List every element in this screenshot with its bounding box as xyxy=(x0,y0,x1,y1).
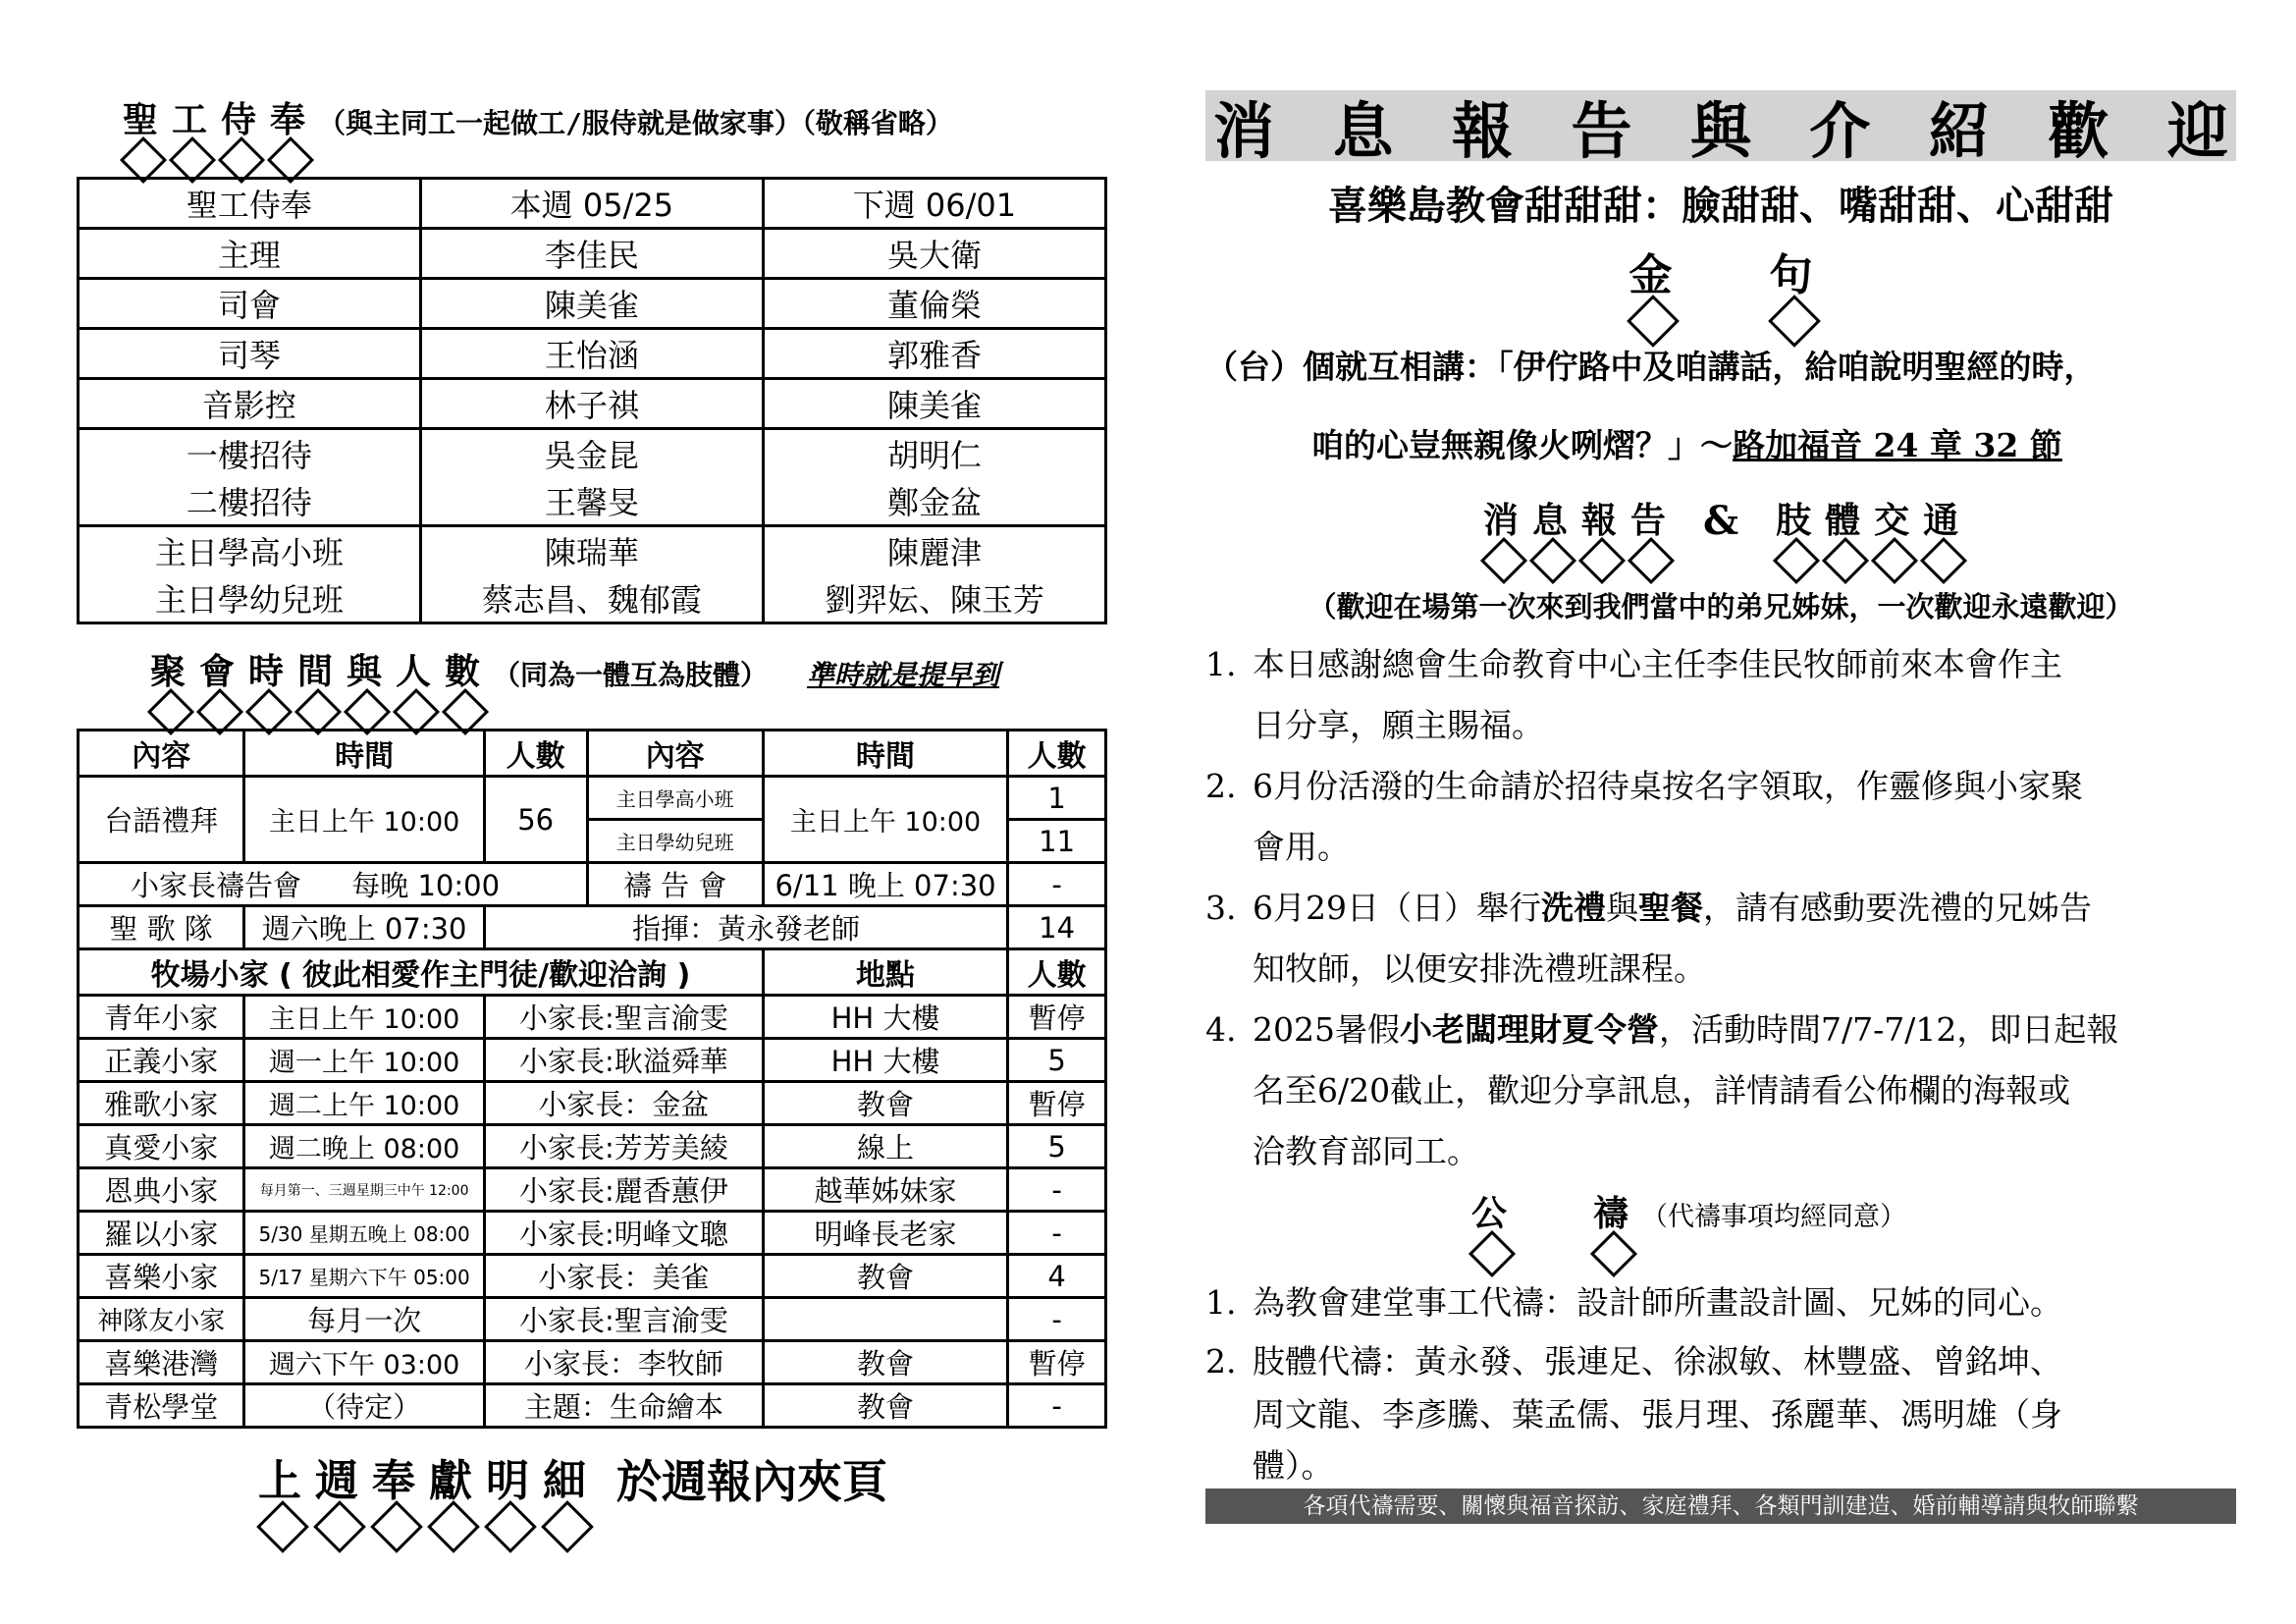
group-count: - xyxy=(1008,1384,1106,1428)
title-char: 聚 xyxy=(143,648,192,697)
banner-char: 告 xyxy=(1571,94,1632,167)
meeting-name: 主日學高小班 xyxy=(587,777,763,820)
role-cell: 主理 xyxy=(79,229,421,279)
table-row xyxy=(79,906,1106,949)
meeting-count: 1 xyxy=(1008,777,1106,820)
table-row xyxy=(79,1384,1106,1428)
table-header: 下週 06/01 xyxy=(763,179,1105,229)
table-header-row xyxy=(79,731,1106,777)
table-row xyxy=(79,996,1106,1039)
meeting-title xyxy=(143,648,999,697)
prayer-meeting-cell xyxy=(79,863,588,906)
title-char: 告 xyxy=(1624,497,1673,546)
title-char: 明 xyxy=(479,1453,536,1510)
group-name: 青年小家 xyxy=(79,996,244,1039)
title-char: 獻 xyxy=(422,1453,479,1510)
group-name: 喜樂小家 xyxy=(79,1255,244,1298)
prayer-text: 肢體代禱：黃永發、張連足、徐淑敏、林豐盛、曾銘坤、 xyxy=(1253,1342,2062,1380)
title-char: 人 xyxy=(389,648,438,697)
next-week-cell: 郭雅香 xyxy=(763,329,1105,379)
verse-text: 咱的心豈無親像火咧熠？」～ xyxy=(1311,426,1733,464)
meeting-name: 主日學幼兒班 xyxy=(587,820,763,863)
group-count: - xyxy=(1008,1168,1106,1212)
role-cell: 司會 xyxy=(79,279,421,329)
group-leader: 小家長:麗香蕙伊 xyxy=(484,1168,763,1212)
group-name: 神隊友小家 xyxy=(79,1298,244,1341)
group-count: 4 xyxy=(1008,1255,1106,1298)
meeting-name: 禱 告 會 xyxy=(587,863,763,906)
table-row xyxy=(79,429,1106,478)
group-time: 週一上午 10:00 xyxy=(244,1039,484,1082)
group-time: 5/30 星期五晚上 08:00 xyxy=(244,1212,484,1255)
title-char: 工 xyxy=(165,96,214,145)
table-row xyxy=(79,863,1106,906)
this-week-cell: 林子祺 xyxy=(420,379,763,429)
group-leader: 小家長:芳芳美綾 xyxy=(484,1125,763,1168)
table-header: 時間 xyxy=(763,731,1007,777)
table-header: 本週 05/25 xyxy=(420,179,763,229)
group-leader: 主題：生命繪本 xyxy=(484,1384,763,1428)
choir-director: 指揮：黃永發老師 xyxy=(484,906,1007,949)
title-char: 公 xyxy=(1465,1190,1514,1239)
table-row xyxy=(79,1168,1106,1212)
group-name: 正義小家 xyxy=(79,1039,244,1082)
table-header: 內容 xyxy=(587,731,763,777)
prayer-number: 2. xyxy=(1205,1342,1237,1380)
role-cell: 主日學幼兒班 xyxy=(79,574,421,623)
this-week-cell: 王馨旻 xyxy=(420,477,763,526)
title-char: 體 xyxy=(1818,497,1867,546)
meeting-time: 每晚 10:00 xyxy=(351,869,501,902)
table-header: 人數 xyxy=(1008,949,1106,996)
title-char: 侍 xyxy=(214,96,263,145)
table-row xyxy=(79,574,1106,623)
table-row xyxy=(79,1341,1106,1384)
news-text: 本日感謝總會生命教育中心主任李佳民牧師前來本會作主 xyxy=(1253,645,2062,683)
table-row xyxy=(79,526,1106,575)
table-header: 內容 xyxy=(79,731,244,777)
meeting-name: 台語禮拜 xyxy=(79,777,244,863)
title-char: 數 xyxy=(438,648,487,697)
banner-char: 紹 xyxy=(1928,94,1990,167)
title-char: 報 xyxy=(1575,497,1624,546)
group-place xyxy=(763,1298,1007,1341)
table-row xyxy=(79,1125,1106,1168)
table-row xyxy=(79,777,1106,820)
group-time: 每月第一、三週星期三中午 12:00 xyxy=(244,1168,484,1212)
group-leader: 小家長：金盆 xyxy=(484,1082,763,1125)
news-number: 4. xyxy=(1205,1010,1237,1049)
ampersand: & xyxy=(1702,498,1739,544)
title-char: 時 xyxy=(241,648,291,697)
title-char: 通 xyxy=(1916,497,1965,546)
table-row xyxy=(79,1212,1106,1255)
news-text: 6月份活潑的生命請於招待桌按名字領取，作靈修與小家聚 xyxy=(1253,767,2083,805)
table-row xyxy=(79,1255,1106,1298)
title-char: 句 xyxy=(1763,247,1820,304)
group-count: 5 xyxy=(1008,1125,1106,1168)
group-place: 教會 xyxy=(763,1341,1007,1384)
verse-title xyxy=(1205,247,2236,304)
banner-char: 迎 xyxy=(2166,94,2228,167)
welcome-note: （歡迎在場第一次來到我們當中的弟兄姊妹，一次歡迎永遠歡迎） xyxy=(1308,590,2134,623)
this-week-cell: 蔡志昌、魏郁霞 xyxy=(420,574,763,623)
table-row xyxy=(79,477,1106,526)
title-char: 與 xyxy=(340,648,389,697)
meeting-table xyxy=(77,729,1107,1429)
group-leader: 小家長:聖言渝雯 xyxy=(484,1298,763,1341)
offering-note xyxy=(251,1453,887,1510)
prayer-subtitle: （代禱事項均經同意） xyxy=(1641,1202,1906,1232)
title-char: 上 xyxy=(251,1453,308,1510)
church-slogan: 喜樂島教會甜甜甜：臉甜甜、嘴甜甜、心甜甜 xyxy=(1328,184,2113,229)
verse-line-2 xyxy=(1311,420,2062,466)
this-week-cell: 吳金昆 xyxy=(420,429,763,478)
group-name: 真愛小家 xyxy=(79,1125,244,1168)
title-char: 間 xyxy=(291,648,340,697)
group-count: - xyxy=(1008,1298,1106,1341)
footer-contact: 各項代禱需要、關懷與福音探訪、家庭禮拜、各類門訓建造、婚前輔導請與牧師聯繫 xyxy=(1205,1489,2236,1524)
role-cell: 一樓招待 xyxy=(79,429,421,478)
group-leader: 小家長：美雀 xyxy=(484,1255,763,1298)
title-char: 金 xyxy=(1622,247,1679,304)
group-leader: 小家長:耿溢舜華 xyxy=(484,1039,763,1082)
group-name: 青松學堂 xyxy=(79,1384,244,1428)
group-place: HH 大樓 xyxy=(763,996,1007,1039)
prayer-title xyxy=(1465,1190,1906,1239)
title-char: 息 xyxy=(1525,497,1575,546)
news-title xyxy=(1205,497,2236,546)
group-count: 暫停 xyxy=(1008,1082,1106,1125)
table-header: 人數 xyxy=(1008,731,1106,777)
meeting-time: 週六晚上 07:30 xyxy=(244,906,484,949)
title-char: 奉 xyxy=(263,96,312,145)
news-text: 2025暑假小老闆理財夏令營，活動時間7/7-7/12，即日起報 xyxy=(1253,1010,2119,1049)
banner-char: 消 xyxy=(1213,94,1275,167)
service-title xyxy=(116,96,953,145)
news-text: 名至6/20截止，歡迎分享訊息，詳情請看公佈欄的海報或 xyxy=(1253,1071,2071,1110)
group-time: 5/17 星期六下午 05:00 xyxy=(244,1255,484,1298)
table-header: 人數 xyxy=(484,731,587,777)
role-cell: 司琴 xyxy=(79,329,421,379)
news-text: 洽教育部同工。 xyxy=(1253,1132,1479,1170)
next-week-cell: 鄭金盆 xyxy=(763,477,1105,526)
group-count: 暫停 xyxy=(1008,996,1106,1039)
prayer-number: 1. xyxy=(1205,1283,1237,1322)
table-header: 地點 xyxy=(763,949,1007,996)
meeting-title-chars xyxy=(143,648,487,697)
group-place: HH 大樓 xyxy=(763,1039,1007,1082)
this-week-cell: 陳瑞華 xyxy=(420,526,763,575)
this-week-cell: 王怡涵 xyxy=(420,329,763,379)
verse-reference: 路加福音 24 章 32 節 xyxy=(1733,426,2062,464)
news-text: 會用。 xyxy=(1253,828,1350,866)
group-name: 恩典小家 xyxy=(79,1168,244,1212)
news-number: 2. xyxy=(1205,767,1237,805)
news-banner xyxy=(1205,90,2236,167)
next-week-cell: 董倫榮 xyxy=(763,279,1105,329)
table-header: 聖工侍奉 xyxy=(79,179,421,229)
title-char: 奉 xyxy=(365,1453,422,1510)
news-number: 1. xyxy=(1205,645,1237,683)
role-cell: 二樓招待 xyxy=(79,477,421,526)
next-week-cell: 胡明仁 xyxy=(763,429,1105,478)
prayer-text: 為教會建堂事工代禱：設計師所畫設計圖、兄姊的同心。 xyxy=(1253,1283,2062,1322)
table-row xyxy=(79,1039,1106,1082)
group-place: 教會 xyxy=(763,1255,1007,1298)
service-title-chars xyxy=(116,96,312,145)
meeting-time: 主日上午 10:00 xyxy=(244,777,484,863)
meeting-subtitle: （同為一體互為肢體） xyxy=(493,659,769,691)
prayer-text: 周文龍、李彥騰、葉孟儒、張月理、孫麗華、馮明雄（身 xyxy=(1253,1395,2062,1434)
group-place: 線上 xyxy=(763,1125,1007,1168)
this-week-cell: 陳美雀 xyxy=(420,279,763,329)
title-char: 肢 xyxy=(1769,497,1818,546)
table-row xyxy=(79,1082,1106,1125)
meeting-count: 14 xyxy=(1008,906,1106,949)
prayer-text: 體）。 xyxy=(1253,1446,1334,1485)
news-text: 日分享，願主賜福。 xyxy=(1253,706,1544,744)
verse-line-1: （台）個就互相講：「伊佇路中及咱講話，給咱說明聖經的時， xyxy=(1205,348,2097,386)
table-row xyxy=(79,1298,1106,1341)
group-name: 雅歌小家 xyxy=(79,1082,244,1125)
title-char: 禱 xyxy=(1586,1190,1635,1239)
role-cell: 音影控 xyxy=(79,379,421,429)
title-char: 會 xyxy=(192,648,241,697)
group-place: 明峰長老家 xyxy=(763,1212,1007,1255)
meeting-name: 聖 歌 隊 xyxy=(79,906,244,949)
group-time: 週六下午 03:00 xyxy=(244,1341,484,1384)
table-header-row xyxy=(79,949,1106,996)
group-time: 週二晚上 08:00 xyxy=(244,1125,484,1168)
next-week-cell: 劉羿妘、陳玉芳 xyxy=(763,574,1105,623)
group-time: 每月一次 xyxy=(244,1298,484,1341)
group-leader: 小家長:聖言渝雯 xyxy=(484,996,763,1039)
meeting-count: - xyxy=(1008,863,1106,906)
group-name: 羅以小家 xyxy=(79,1212,244,1255)
news-text: 6月29日（日）舉行洗禮與聖餐，請有感動要洗禮的兄姊告 xyxy=(1253,889,2092,927)
meeting-time: 6/11 晚上 07:30 xyxy=(763,863,1007,906)
banner-char: 介 xyxy=(1809,94,1871,167)
table-row xyxy=(79,279,1106,329)
group-place: 教會 xyxy=(763,1384,1007,1428)
next-week-cell: 陳美雀 xyxy=(763,379,1105,429)
group-count: 5 xyxy=(1008,1039,1106,1082)
group-leader: 小家長：李牧師 xyxy=(484,1341,763,1384)
title-char: 聖 xyxy=(116,96,165,145)
banner-char: 息 xyxy=(1332,94,1394,167)
news-number: 3. xyxy=(1205,889,1237,927)
group-leader: 小家長:明峰文聰 xyxy=(484,1212,763,1255)
title-char: 週 xyxy=(308,1453,365,1510)
banner-char: 報 xyxy=(1451,94,1513,167)
groups-header: 牧場小家 ( 彼此相愛作主門徒/歡迎洽詢 ) xyxy=(79,949,764,996)
group-place: 越華姊妹家 xyxy=(763,1168,1007,1212)
table-row xyxy=(79,329,1106,379)
this-week-cell: 李佳民 xyxy=(420,229,763,279)
next-week-cell: 吳大衛 xyxy=(763,229,1105,279)
group-count: 暫停 xyxy=(1008,1341,1106,1384)
next-week-cell: 陳麗津 xyxy=(763,526,1105,575)
meeting-time: 主日上午 10:00 xyxy=(763,777,1007,863)
title-char: 細 xyxy=(536,1453,593,1510)
offering-chars xyxy=(251,1453,593,1510)
offering-rest: 於週報內夾頁 xyxy=(616,1455,887,1508)
banner-char: 歡 xyxy=(2048,94,2109,167)
banner-char: 與 xyxy=(1689,94,1751,167)
title-char: 交 xyxy=(1867,497,1916,546)
meeting-name: 小家長禱告會 xyxy=(131,869,302,902)
table-header: 時間 xyxy=(244,731,484,777)
group-count: - xyxy=(1008,1212,1106,1255)
group-name: 喜樂港灣 xyxy=(79,1341,244,1384)
group-time: （待定） xyxy=(244,1384,484,1428)
group-time: 週二上午 10:00 xyxy=(244,1082,484,1125)
table-row xyxy=(79,379,1106,429)
role-cell: 主日學高小班 xyxy=(79,526,421,575)
meeting-count: 11 xyxy=(1008,820,1106,863)
table-row xyxy=(79,229,1106,279)
motto: 準時就是提早到 xyxy=(807,659,1000,691)
service-subtitle: （與主同工一起做工/服侍就是做家事）（敬稱省略） xyxy=(318,107,953,139)
news-text: 知牧師，以便安排洗禮班課程。 xyxy=(1253,949,1706,988)
meeting-count: 56 xyxy=(484,777,587,863)
group-place: 教會 xyxy=(763,1082,1007,1125)
title-char: 消 xyxy=(1476,497,1525,546)
service-table xyxy=(77,177,1107,624)
group-time: 主日上午 10:00 xyxy=(244,996,484,1039)
